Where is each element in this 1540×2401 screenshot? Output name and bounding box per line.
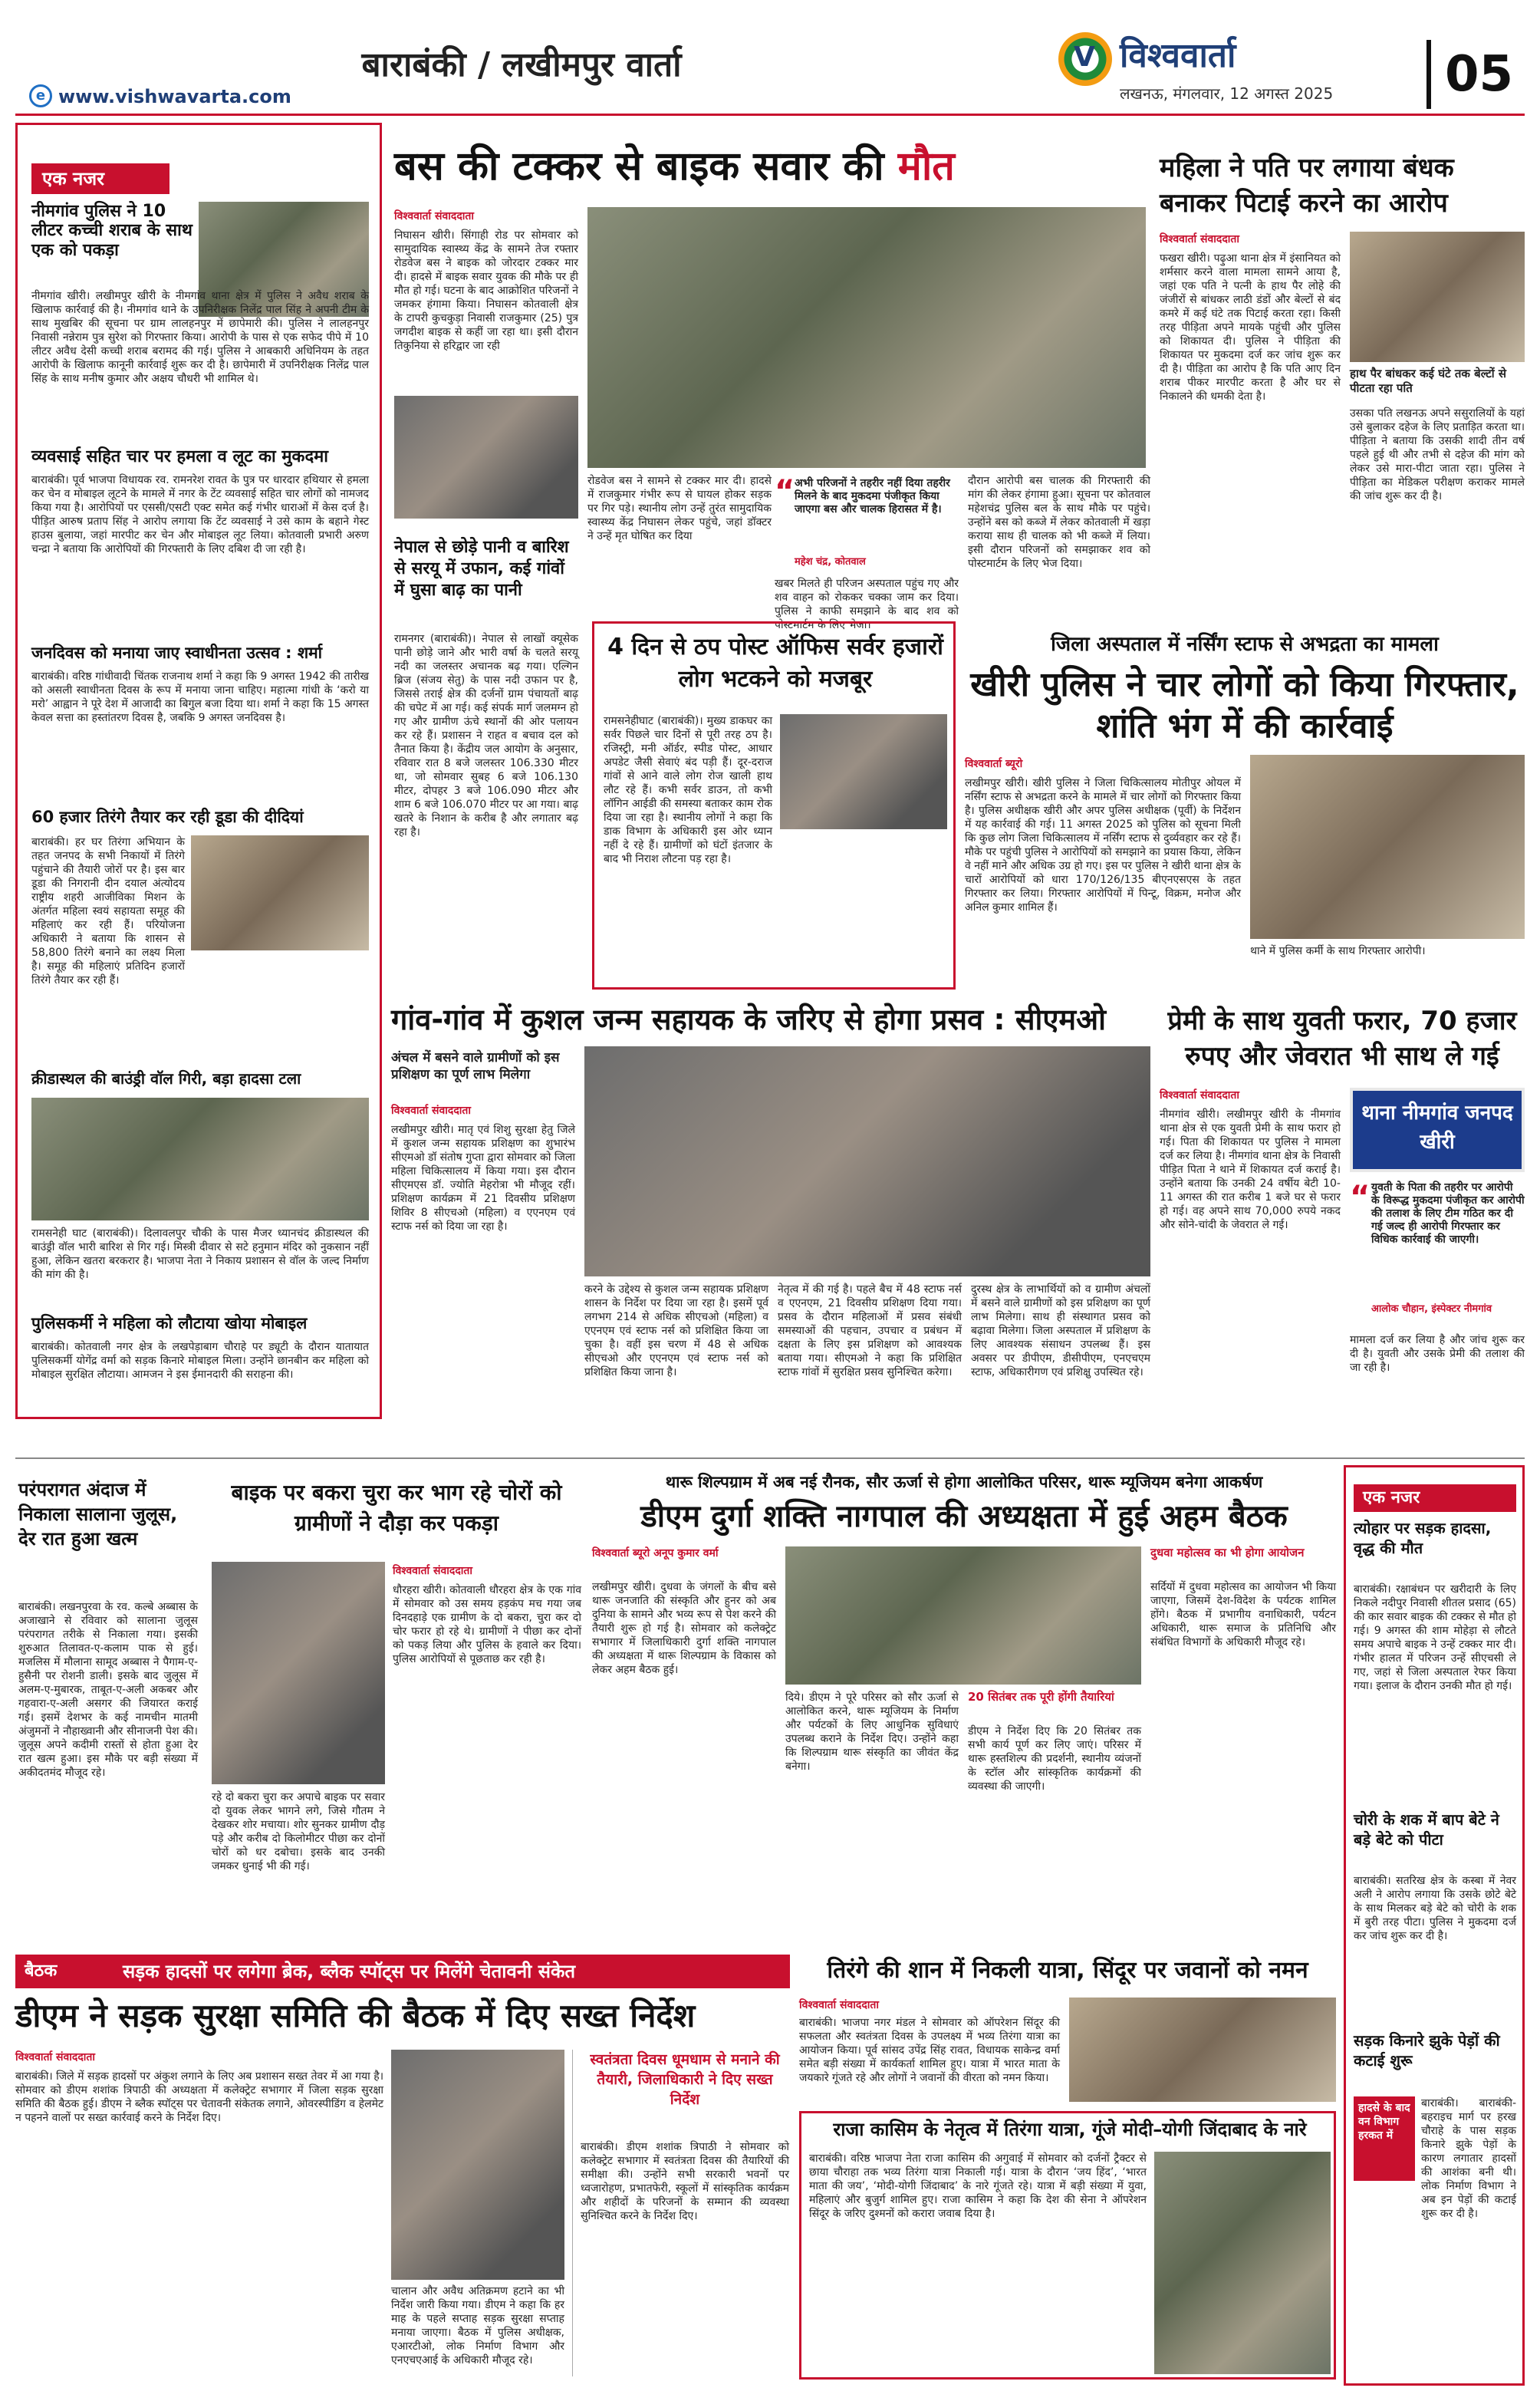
headline: डीएम ने सड़क सुरक्षा समिति की बैठक में दिए सख्त निर्देश (15, 1997, 696, 2034)
story-title: चोरी के शक में बाप बेटे ने बड़े बेटे को पीटा (1354, 1810, 1499, 1849)
kicker-bar (15, 1955, 790, 1988)
highlight-box: हादसे के बाद वन विभाग हरकत में (1354, 2096, 1415, 2181)
story-body: बाराबंकी। वरिष्ठ गांधीवादी चिंतक राजनाथ शर्मा ने कहा कि 9 अगस्त 1942 की तारीख को असली स्वाधीनता दिवस के रूप में मनाया जाना चाहिए। महात्मा गांधी के ‘करो या मरो’ आह्वान ने पूरे देश में आजादी का बिगुल बजा दिया था। शर्मा ने कहा कि 15 अगस्त केवल सत्ता का हस्तांतरण दिवस है, जबकि 9 अगस्त जनदिवस है। (31, 670, 369, 724)
bus-quote (775, 474, 959, 574)
story-title: बाइक पर बकरा चुरा कर भाग रहे चोरों को ग्रामीणों ने दौड़ा कर पकड़ा (231, 1480, 562, 1536)
subhead: 20 सितंबर तक पूरी होंगी तैयारियां (968, 1690, 1114, 1704)
headline (394, 144, 1146, 198)
cmo-story (391, 1003, 1150, 1456)
mini-story (572, 2050, 790, 2376)
story-body: करने के उद्देश्य से कुशल जन्म सहायक प्रशिक्षण शासन के निर्देश पर दिया जा रहा है। इसमें पूर्व लगभग 214 से अधिक सीएचओ (महिला) व एएनएम एवं स्टाफ नर्स को प्रशिक्षित किया जा चुका है। वहीं इस चरण में 48 से अधिक सीएचओ और एएनएम एवं स्टाफ नर्स को प्रशिक्षित किया जाना है। (584, 1283, 768, 1378)
story-body: दुरस्थ क्षेत्र के लाभार्थियों को व ग्रामीण अंचलों में बसने वाले ग्रामीणों को इस प्रशिक्षण का पूर्ण लाभ मिलेगा। साथ ही संस्थागत प्रसव को बढ़ावा मिलेगा। जिला अस्पताल में प्रशिक्षण के लिए आवश्यक संसाधन उपलब्ध हैं। इस अवसर पर डीपीएम, डीसीपीएम, एनएचएम स्टाफ, अधिकारीगण एवं प्रशिक्षु उपस्थित रहे। (971, 1283, 1150, 1378)
byline: विश्ववार्ता संवाददाता (1160, 1089, 1240, 1102)
story-body: नेतृत्व में की गई है। पहले बैच में 48 स्टाफ नर्स व एएनएम, 21 दिवसीय प्रशिक्षण दिया गया। प्रसव के दौरान महिलाओं में प्रसव संबंधी समस्याओं की पहचान, उपचार व प्रबंधन में दक्षता के लिए इस प्रशिक्षण को आवश्यक बताया गया। सीएमओ ने कहा कि प्रशिक्षित स्टाफ गांवों में सुरक्षित प्रसव सुनिश्चित करेगा। (778, 1283, 962, 1378)
photo-caption: थाने में पुलिस कर्मी के साथ गिरफ्तार आरोपी। (1250, 945, 1426, 957)
story-body: लखीमपुर खीरी। दुधवा के जंगलों के बीच बसे थारू जनजाति की संस्कृति और हुनर को अब दुनिया के सामने और भव्य रूप से पेश करने की तैयारी शुरू हो गई है। सोमवार को कलेक्ट्रेट सभागार में जिलाधिकारी दुर्गा शक्ति नागपाल की अध्यक्षता में थारू शिल्पग्राम के विकास को लेकर अहम बैठक हुई। (592, 1581, 776, 1676)
meeting-photo (785, 1546, 1141, 1685)
byline: विश्ववार्ता संवाददाता (15, 2051, 96, 2063)
police-station-sign (1350, 1088, 1525, 1172)
story-title: पुलिसकर्मी ने महिला को लौटाया खोया मोबाइल (31, 1314, 308, 1332)
page-number-box (1426, 40, 1519, 109)
section-tag: बैठक (25, 1961, 58, 1981)
story-body: रामनगर (बाराबंकी)। नेपाल से लाखों क्यूसेक पानी छोड़े जाने और भारी वर्षा के चलते सरयू नदी का जलस्तर अचानक बढ़ गया। एल्गिन ब्रिज (संजय सेतु) के पास नदी उफान पर है, जिससे तराई क्षेत्र की दर्जनों ग्राम पंचायतों बाढ़ की चपेट में आ गई। कई संपर्क मार्ग जलमग्न हो गए और ग्रामीण ऊंचे स्थानों की ओर पलायन कर रहे हैं। प्रशासन ने राहत व बचाव दल को तैनात किया है। केंद्रीय जल आयोग के अनुसार, रविवार रात 8 बजे जलस्तर 106.330 मीटर था, जो सोमवार सुबह 6 बजे 106.130 मीटर, दोपहर 3 बजे 106.090 मीटर और शाम 6 बजे 106.070 मीटर पर आ गया। बाढ़ खतरे के निशान के करीब है और लगातार बढ़ रहा है। (394, 633, 578, 838)
headline: तिरंगे की शान में निकली यात्रा, सिंदूर पर जवानों को नमन (827, 1957, 1308, 1984)
lover-story (1160, 1003, 1525, 1456)
story-title: महिला ने पति पर लगाया बंधक बनाकर पिटाई करने का आरोप (1160, 153, 1454, 219)
story-body: बाराबंकी। सतरिख क्षेत्र के कस्बा में नेवर अली ने आरोप लगाया कि उसके छोटे बेटे के साथ मिलकर बड़े बेटे को चोरी के शक में बुरी तरह पीटा। पुलिस ने मुकदमा दर्ज कर जांच शुरू कर दी है। (1354, 1875, 1516, 1942)
story-title: क्रीडास्थल की बाउंड्री वॉल गिरी, बड़ा हादसा टला (31, 1069, 301, 1088)
hospital-photo (394, 396, 578, 519)
byline: विश्ववार्ता संवाददाता (1160, 233, 1240, 245)
sub-story-box (799, 2111, 1336, 2380)
story-body: चालान और अवैध अतिक्रमण हटाने का भी निर्देश जारी किया गया। डीएम ने कहा कि हर माह के पहले सप्ताह सड़क सुरक्षा सप्ताह मनाया जाएगा। बैठक में पुलिस अधीक्षक, एआरटीओ, लोक निर्माण विभाग और एनएचएआई के अधिकारी मौजूद रहे। (391, 2285, 564, 2366)
story-body: मामला दर्ज कर लिया है और जांच शुरू कर दी है। युवती और उसके प्रेमी की तलाश की जा रही है। (1350, 1334, 1525, 1374)
story-body: बाराबंकी। डीएम शशांक त्रिपाठी ने सोमवार को कलेक्ट्रेट सभागार में स्वतंत्रता दिवस की तैयारियों की समीक्षा की। उन्होंने सभी सरकारी भवनों पर ध्वजारोहण, प्रभातफेरी, स्कूलों में सांस्कृतिक कार्यक्रम और शहीदों के परिजनों के सम्मान की व्यवस्था सुनिश्चित करने के निर्देश दिए। (581, 2141, 789, 2222)
juloos-story (15, 1465, 199, 1948)
headline: डीएम दुर्गा शक्ति नागपाल की अध्यक्षता में हुई अहम बैठक (640, 1499, 1288, 1534)
crowd-photo (587, 207, 1146, 468)
story-body: नीमगांव खीरी। लखीमपुर खीरी के नीमगांव थाना क्षेत्र में पुलिस ने अवैध शराब के खिलाफ कार्रवाई की है। नीमगांव थाने के उपनिरीक्षक निलेंद्र पाल सिंह ने अपनी टीम के साथ मुखबिर की सूचना पर ग्राम लालहनपुर में छापेमारी की। पुलिस ने लालहनपुर निवासी नन्नेराम पुत्र सुरेश को गिरफ्तार किया। आरोपी के पास से एक सफेद पीपे में 10 लीटर अवैध देसी कच्ची शराब बरामद की गई। पुलिस ने आबकारी अधिनियम के तहत आरोपी के खिलाफ कानूनी कार्रवाई शुरू कर दी है। छापेमारी में उपनिरीक्षक निलेंद्र पाल सिंह के साथ मनीष कुमार और अक्षय चौधरी भी शामिल थे। (31, 290, 369, 385)
story-body: निघासन खीरी। सिंगाही रोड पर सोमवार को सामुदायिक स्वास्थ्य केंद्र के सामने तेज रफ्तार रोडवेज बस ने बाइक को जोरदार टक्कर मार दी। हादसे में बाइक सवार युवक की मौके पर ही मौत हो गई। घटना के बाद आक्रोशित परिजनों ने जमकर हंगामा किया। निघासन कोतवाली क्षेत्र के टापरी कुचकुड़ा निवासी राजकुमार (25) पुत्र जगदीश बाइक से कहीं जा रहा था। इसी दौरान तिकुनिया से हरिद्वार जा रही (394, 229, 578, 352)
headline: खीरी पुलिस ने चार लोगों को किया गिरफ्तार, शांति भंग में की कार्रवाई (970, 665, 1519, 746)
story-body: धौरहरा खीरी। कोतवाली धौरहरा क्षेत्र के एक गांव में सोमवार को उस समय हड़कंप मच गया जब दिनदहाड़े एक ग्रामीण के दो बकरा, चुरा कर दो चोर फरार हो रहे थे। ग्रामीणों ने पीछा कर दोनों को पकड़ लिया और पुलिस के हवाले कर दिया। पुलिस आरोपियों से पूछताछ कर रही है। (393, 1584, 581, 1665)
story-title: सड़क किनारे झुके पेड़ों की कटाई शुरू (1354, 2031, 1500, 2070)
story-body: रोडवेज बस ने सामने से टक्कर मार दी। हादसे में राजकुमार गंभीर रूप से घायल होकर सड़क पर गिर पड़े। स्थानीय लोग उन्हें तुरंत सामुदायिक स्वास्थ्य केंद्र निघासन लेकर पहुंचे, जहां डॉक्टर ने उन्हें मृत घोषित कर दिया (587, 475, 772, 542)
story-body: बाराबंकी। जिले में सड़क हादसों पर अंकुश लगाने के लिए अब प्रशासन सख्त तेवर में आ गया है। सोमवार को डीएम शशांक त्रिपाठी की अध्यक्षता में कलेक्ट्रेट सभागार में जिला सड़क सुरक्षा समिति की बैठक हुई। डीएम ने ब्लैक स्पॉट्स पर चेतावनी संकेतक लगाने, ओवरस्पीडिंग व हेलमेट न पहनने वालों पर सख्त कार्रवाई करने के निर्देश दिए। (15, 2070, 383, 2124)
post-story (592, 621, 956, 990)
story-title: स्वतंत्रता दिवस धूमधाम से मनाने की तैयारी, जिलाधिकारी ने दिए सख्त निर्देश (590, 2051, 780, 2108)
story-body: उसका पति लखनऊ अपने ससुरालियों के यहां उसे बुलाकर दहेज के लिए प्रताड़ित करता था। पीड़िता ने बताया कि उसकी शादी तीन वर्ष पहले हुई थी और तभी से दहेज की मांग को लेकर उसे मारा-पीटा जाता रहा। पुलिस ने पीड़िता का मेडिकल परीक्षण कराकर मामले की जांच शुरू कर दी है। (1350, 407, 1525, 502)
tractor-rally-photo (1154, 2152, 1331, 2374)
brand-logo-icon: V (1058, 32, 1112, 86)
subhead: दुधवा महोत्सव का भी होगा आयोजन (1150, 1546, 1305, 1559)
ek-nazar-tag: एक नजर (1354, 1484, 1516, 1512)
story-body: नीमगांव खीरी। लखीमपुर खीरी के नीमगांव थाना क्षेत्र से एक युवती प्रेमी के साथ फरार हो गई। पिता की शिकायत पर पुलिस ने मामला दर्ज कर लिया है। नीमगांव थाना क्षेत्र के निवासी पीड़ित पिता ने थाने में शिकायत दर्ज कराई है। उन्होंने बताया कि उनकी 24 वर्षीय बेटी 10-11 अगस्त की रात करीब 1 बजे घर से फरार हो गई। वह अपने साथ 70,000 रुपये नकद और सोने-चांदी के जेवरात ले गई। (1160, 1108, 1341, 1231)
headline-highlight: मौत (897, 143, 955, 189)
ek-nazar-tag: एक नजर (31, 163, 169, 194)
story-body: दौरान आरोपी बस चालक की गिरफ्तारी की मांग की लेकर हंगामा हुआ। सूचना पर कोतवाल महेशचंद्र पुलिस बल के साथ मौके पर पहुंचे। उन्होंने बस को कब्जे में लेकर कोतवाली में खड़ा कराया साथ ही चालक को भी कब्जे में लिया। इसी दौरान परिजनों को समझाकर शव को पोस्टमार्टम के लिए भेज दिया। (968, 475, 1150, 570)
arrest-photo (1250, 755, 1525, 939)
post-office-photo (780, 714, 947, 829)
story-body: बाराबंकी। लखनपुरवा के रव. कल्बे अब्बास के अजाखाने से रविवार को सालाना जुलूस परंपरागत तरीके से निकाला गया। इसकी शुरुआत तिलावत-ए-कलाम पाक से हुई। मजलिस में मौलाना सामूद अब्बास ने पैगाम-ए-हुसैनी पर रोशनी डाली। इसके बाद जुलूस में अलम-ए-मुबारक, ताबूत-ए-अली अकबर और गहवारा-ए-अली असगर की जियारत कराई गई। इसमें देशभर के कई नामचीन मातमी अंजुमनों ने नौहाख्वानी और सीनाजनी पेश की। जुलूस अपने कदीमी रास्तों से होता हुआ देर रात खत्म हुआ। इस मौके पर बड़ी संख्या में अकीदतमंद मौजूद रहे। (18, 1601, 198, 1779)
headline-text: बस की टक्कर से बाइक सवार की (394, 143, 884, 189)
quote-text: युवती के पिता की तहरीर पर आरोपी के विरूद्ध मुकदमा पंजीकृत कर आरोपी की तलाश के लिए टीम गठित कर दी गई जल्द ही आरोपी गिरफ्तार कर विधिक कार्रवाई की जाएगी। (1371, 1181, 1525, 1246)
story-title: त्योहार पर सड़क हादसा, वृद्ध की मौत (1354, 1519, 1492, 1557)
kicker: जिला अस्पताल में नर्सिंग स्टाफ से अभद्रता का मामला (1051, 633, 1439, 656)
thieves-photo (212, 1562, 385, 1784)
quote-author: आलोक चौहान, इंस्पेक्टर नीमगांव (1371, 1303, 1492, 1315)
headline: गांव-गांव में कुशल जन्म सहायक के जरिए से होगा प्रसव : सीएमओ (391, 1003, 1106, 1036)
rally-photo (1069, 1998, 1336, 2102)
story-title: नीमगांव पुलिस ने 10 लीटर कच्ची शराब के साथ एक को पकड़ा (31, 202, 192, 260)
story-body: लखीमपुर खीरी। मातृ एवं शिशु सुरक्षा हेतु जिले में कुशल जन्म सहायक प्रशिक्षण का शुभारंभ सीएमओ डॉ संतोष गुप्ता द्वारा सोमवार को जिला महिला चिकित्सालय में किया गया। इस दौरान सीएमएस डॉ. ज्योति मेहरोत्रा भी मौजूद रहीं। प्रशिक्षण कार्यक्रम में 21 दिवसीय प्रशिक्षण शिविर 8 सीएचओ (महिला) व एएनएम एवं स्टाफ नर्स को दिया जा रहा है। (391, 1124, 575, 1233)
divider (15, 1457, 1525, 1459)
tiranga-photo (191, 835, 369, 950)
story-body: रामसनेही घाट (बाराबंकी)। दिलावलपुर चौकी के पास मैजर ध्यानचंद क्रीडास्थल की बाउंड्री वॉल भारी बारिश से गिर गई। मिस्त्री दीवार से सटे हनुमान मंदिर को नुकसान नहीं हुआ, लेकिन खतरा बरकरार है। भाजपा नेता ने निकाय प्रशासन से वॉल के जल्द निर्माण की मांग की है। (31, 1227, 369, 1281)
story-body: बाराबंकी। वरिष्ठ भाजपा नेता राजा कासिम की अगुवाई में सोमवार को दर्जनों ट्रैक्टर से छाया चौराहा तक भव्य तिरंगा यात्रा निकाली गई। यात्रा के दौरान ‘जय हिंद’, ‘भारत माता की जय’, ‘मोदी-योगी जिंदाबाद’ के नारे गूंजते रहे। यात्रा में बड़ी संख्या में युवा, महिलाएं और बुजुर्ग शामिल हुए। राजा कासिम ने कहा कि देश की सेना ने ऑपरेशन सिंदूर के जरिए दुश्मनों को करारा जवाब दिया है। (809, 2152, 1147, 2220)
story-body: सर्दियों में दुधवा महोत्सव का आयोजन भी किया जाएगा, जिसमें देश-विदेश के पर्यटक शामिल होंगे। बैठक में प्रभागीय वनाधिकारी, पर्यटन अधिकारी, थारू समाज के प्रतिनिधि और संबंधित विभागों के अधिकारी मौजूद रहे। (1150, 1581, 1336, 1648)
kicker: सड़क हादसों पर लगेगा ब्रेक, ब्लैक स्पॉट्स पर मिलेंगे चेतावनी संकेत (123, 1961, 576, 1982)
story-body: रहे दो बकरा चुरा कर अपाचे बाइक पर सवार दो युवक लेकर भागने लगे, जिसे गौतम ने देखकर शोर मचाया। शोर सुनकर ग्रामीण दौड़ पड़े और करीब दो किलोमीटर पीछा कर दोनों चोरों को धर दबोचा। इसके बाद उनकी जमकर धुनाई भी की गई। (212, 1791, 385, 1872)
story-title: जनदिवस को मनाया जाए स्वाधीनता उत्सव : शर्मा (31, 644, 323, 662)
story-body: खबर मिलते ही परिजन अस्पताल पहुंच गए और शव वाहन को रोककर चक्का जाम कर दिया। पुलिस ने काफी समझाने के बाद शव को पोस्टमार्टम के लिए भेजा। (775, 578, 959, 631)
subhead: अंचल में बसने वाले ग्रामीणों को इस प्रशिक्षण का पूर्ण लाभ मिलेगा (391, 1050, 560, 1082)
story-body: बाराबंकी। रक्षाबंधन पर खरीदारी के लिए निकले नदीपुर निवासी शीतल प्रसाद (65) की कार सवार बाइक की टक्कर से मौत हो गई। 9 अगस्त की शाम मोहेड़ा से लौटते समय अपाचे बाइक ने उन्हें टक्कर मार दी। गंभीर हालत में परिजन उन्हें सीएचसी ले गए, जहां से जिला अस्पताल रेफर किया गया। इलाज के दौरान उनकी मौत हो गई। (1354, 1583, 1516, 1692)
byline: विश्ववार्ता ब्यूरो अनूप कुमार वर्मा (592, 1547, 719, 1559)
ek-nazar-box-1 (15, 123, 382, 1419)
story-body: रामसनेहीघाट (बाराबंकी)। मुख्य डाकघर का सर्वर पिछले चार दिनों से पूरी तरह ठप है। रजिस्ट्री, मनी ऑर्डर, स्पीड पोस्ट, आधार अपडेट जैसी सेवाएं बंद पड़ी हैं। दूर-दराज गांवों से आने वाले लोग रोज खाली हाथ लौट रहे हैं। कभी सर्वर डाउन, तो कभी लॉगिन आईडी की समस्या बताकर काम रोक दिया जा रहा है। स्थानीय लोगों ने कहा कि डाक विभाग के अधिकारी इस ओर ध्यान नहीं दे रहे हैं। ग्रामीणों को घंटों इंतजार के बाद भी निराश लौटना पड़ रहा है। (604, 715, 772, 865)
tiranga-story (799, 1955, 1336, 2384)
quote-icon: “ (775, 474, 795, 509)
ek-nazar-box-2 (1344, 1465, 1525, 2386)
sign-text: थाना नीमगांव जनपद खीरी (1361, 1102, 1513, 1154)
story-title: व्यवसाई सहित चार पर हमला व लूट का मुकदमा (31, 447, 328, 466)
byline: विश्ववार्ता संवाददाता (393, 1565, 473, 1577)
story-body: बाराबंकी। पूर्व भाजपा विधायक रव. रामनरेश रावत के पुत्र पर धारदार हथियार से हमला कर चेन व मोबाइल लूटने के मामले में नगर के टेंट व्यवसाई सहित चार लोगों को नामजद किया गया है। आरोपियों पर एससी/एसटी एक्ट समेत कई गंभीर धाराओं में केस दर्ज है। पीड़ित आरुष प्रताप सिंह ने आरोप लगाया कि टेंट व्यवसाई ने उसे काम के बहाने गेस्ट हाउस बुलाया, जहां मारपीट कर चेन और मोबाइल लूट लिया। कोतवाली प्रभारी अरुण चन्द्रा ने बताया कि आरोपियों की गिरफ्तारी के लिए दबिश दी जा रही है। (31, 474, 369, 555)
byline: विश्ववार्ता संवाददाता (799, 1999, 880, 2011)
photo-caption: हाथ पैर बांधकर कई घंटे तक बेल्टों से पीटता रहा पति (1350, 367, 1507, 395)
quote-icon: “ (1350, 1180, 1371, 1215)
story-title: नेपाल से छोड़े पानी व बारिश से सरयू में उफान, कई गांवों में घुसा बाढ़ का पानी (394, 538, 569, 600)
wife-story (1160, 123, 1525, 621)
byline: विश्ववार्ता संवाददाता (391, 1105, 472, 1117)
byline: विश्ववार्ता संवाददाता (394, 210, 475, 222)
story-title: 4 दिन से ठप पोस्ट ऑफिस सर्वर हजारों लोग भटकने को मजबूर (607, 634, 943, 693)
woman-photo (1350, 232, 1525, 362)
nepal-story (391, 529, 583, 990)
section-title: बाराबंकी / लखीमपुर वार्ता (361, 45, 682, 84)
story-title: परंपरागत अंदाज में निकाला सालाना जुलूस, देर रात हुआ खत्म (18, 1479, 178, 1550)
story-title: 60 हजार तिरंगे तैयार कर रही डूडा की दीदियां (31, 808, 304, 826)
story-body: बाराबंकी। भाजपा नगर मंडल ने सोमवार को ऑपरेशन सिंदूर की सफलता और स्वतंत्रता दिवस के उपलक्ष्य में भव्य तिरंगा यात्रा का आयोजन किया। पूर्व सांसद उपेंद्र सिंह रावत, विधायक साकेन्द्र वर्मा समेत बड़ी संख्या में कार्यकर्ता शामिल हुए। यात्रा में भारत माता के जयकारे गूंजते रहे और लोगों ने जवानों की वीरता को नमन किया। (799, 2017, 1060, 2084)
road-story (15, 1955, 790, 2384)
story-body: डीएम ने निर्देश दिए कि 20 सितंबर तक सभी कार्य पूर्ण कर लिए जाएं। परिसर में थारू हस्तशिल्प की प्रदर्शनी, स्थानीय व्यंजनों के स्टॉल और सांस्कृतिक कार्यक्रमों की व्यवस्था की जाएगी। (968, 1725, 1141, 1793)
wall-photo (31, 1098, 369, 1220)
story-body: दिये। डीएम ने पूरे परिसर को सौर ऊर्जा से आलोकित करने, थारू म्यूजियम के निर्माण और पर्यटकों के लिए आधुनिक सुविधाएं उपलब्ध कराने के निर्देश दिए। उन्होंने कहा कि शिल्पग्राम थारू संस्कृति का जीवंत केंद्र बनेगा। (785, 1691, 959, 1773)
story-body: बाराबंकी। हर घर तिरंगा अभियान के तहत जनपद के सभी निकायों में तिरंगे पहुंचाने की तैयारी जोरों पर है। इस बार डूडा की निगरानी दीन दयाल अंत्योदय राष्ट्रीय शहरी आजीविका मिशन के अंतर्गत महिला स्वयं सहायता समूह की महिलाएं कर रही हैं। परियोजना अधिकारी ने बताया कि शासन से 58,800 तिरंगे बनाने का लक्ष्य मिला है। समूह की महिलाएं प्रतिदिन हजारों तिरंगे तैयार कर रही हैं। (31, 836, 185, 986)
dm-portrait (391, 2050, 564, 2280)
brand-name: विश्ववार्ता (1120, 36, 1236, 75)
subhead: राजा कासिम के नेतृत्व में तिरंगा यात्रा, गूंजे मोदी–योगी जिंदाबाद के नारे (833, 2119, 1307, 2140)
training-photo (584, 1046, 1150, 1276)
kicker: थारू शिल्पग्राम में अब नई रौनक, सौर ऊर्जा से होगा आलोकित परिसर, थारू म्यूजियम बनेगा आकर्षण (665, 1473, 1263, 1491)
page-number: 05 (1445, 46, 1514, 103)
story-body: लखीमपुर खीरी। खीरी पुलिस ने जिला चिकित्सालय मोतीपुर ओयल में नर्सिंग स्टाफ से अभद्रता करने के मामले में चार लोगों को गिरफ्तार किया है। पुलिस अधीक्षक खीरी और अपर पुलिस अधीक्षक (पूर्वी) के निर्देशन में यह कार्रवाई की गई। 11 अगस्त 2025 को पुलिस को सूचना मिली कि कुछ लोग जिला चिकित्सालय में नर्सिंग स्टाफ से दुर्व्यवहार कर रहे हैं। मौके पर पहुंची पुलिस ने आरोपियों को समझाने का प्रयास किया, लेकिन वे नहीं माने और अधिक उग्र हो गए। इस पर पुलिस ने खीरी थाना क्षेत्र के चारों आरोपियों को धारा 170/126/135 बीएनएसएस के तहत गिरफ्तार कर लिया। गिरफ्तार आरोपियों में पिन्टू, विक्रम, मनोज और अनिल कुमार शामिल हैं। (965, 777, 1241, 914)
globe-icon: e (29, 84, 52, 107)
goat-story (209, 1465, 584, 1948)
story-body: बाराबंकी। बाराबंकी-बहराइच मार्ग पर हरख चौराहे के पास सड़क किनारे झुके पेड़ों के कारण लगातार हादसों की आशंका बनी थी। लोक निर्माण विभाग ने अब इन पेड़ों की कटाई शुरू कर दी है। (1421, 2097, 1516, 2220)
masthead-rule (15, 114, 1525, 116)
tharu-story (592, 1465, 1336, 1948)
quote-author: महेश चंद्र, कोतवाल (795, 556, 866, 568)
masthead (0, 0, 1540, 115)
byline: विश्ववार्ता ब्यूरो (965, 758, 1023, 770)
dateline: लखनऊ, मंगलवार, 12 अगस्त 2025 (1120, 84, 1334, 103)
quote-text: अभी परिजनों ने तहरीर नहीं दिया तहरीर मिलने के बाद मुकदमा पंजीकृत किया जाएगा बस और चालक हिरासत में है। (795, 477, 950, 515)
story-body: बाराबंकी। कोतवाली नगर क्षेत्र के लखपेड़ाबाग चौराहे पर ड्यूटी के दौरान यातायात पुलिसकर्मी योगेंद्र वर्मा को सड़क किनारे मोबाइल मिला। उन्होंने छानबीन कर महिला को मोबाइल सुरक्षित लौटाया। आमजन ने इस ईमानदारी की सराहना की। (31, 1341, 369, 1381)
headline: प्रेमी के साथ युवती फरार, 70 हजार रुपए और जेवरात भी साथ ले गई (1167, 1006, 1517, 1072)
story-body: फखरा खीरी। पढ़ुआ थाना क्षेत्र में इंसानियत को शर्मसार करने वाला मामला सामने आया है, जहां एक पति ने पत्नी के हाथ पैर लोहे की जंजीरों से बांधकर लाठी डंडों और बेल्टों से बंद कमरे में कई घंटे तक पिटाई करता रहा। किसी तरह पीड़िता अपने मायके पहुंची और पुलिस को शिकायत दी। पुलिस ने पीड़िता की शिकायत पर मुकदमा दर्ज कर जांच शुरू कर दी है। पीड़िता का आरोप है कि पति आए दिन शराब पीकर मारपीट करता है और घर से निकालने की धमकी देता है। (1160, 252, 1341, 403)
nurse-story (965, 629, 1525, 997)
website-link[interactable]: www.vishwavarta.com (58, 86, 291, 107)
